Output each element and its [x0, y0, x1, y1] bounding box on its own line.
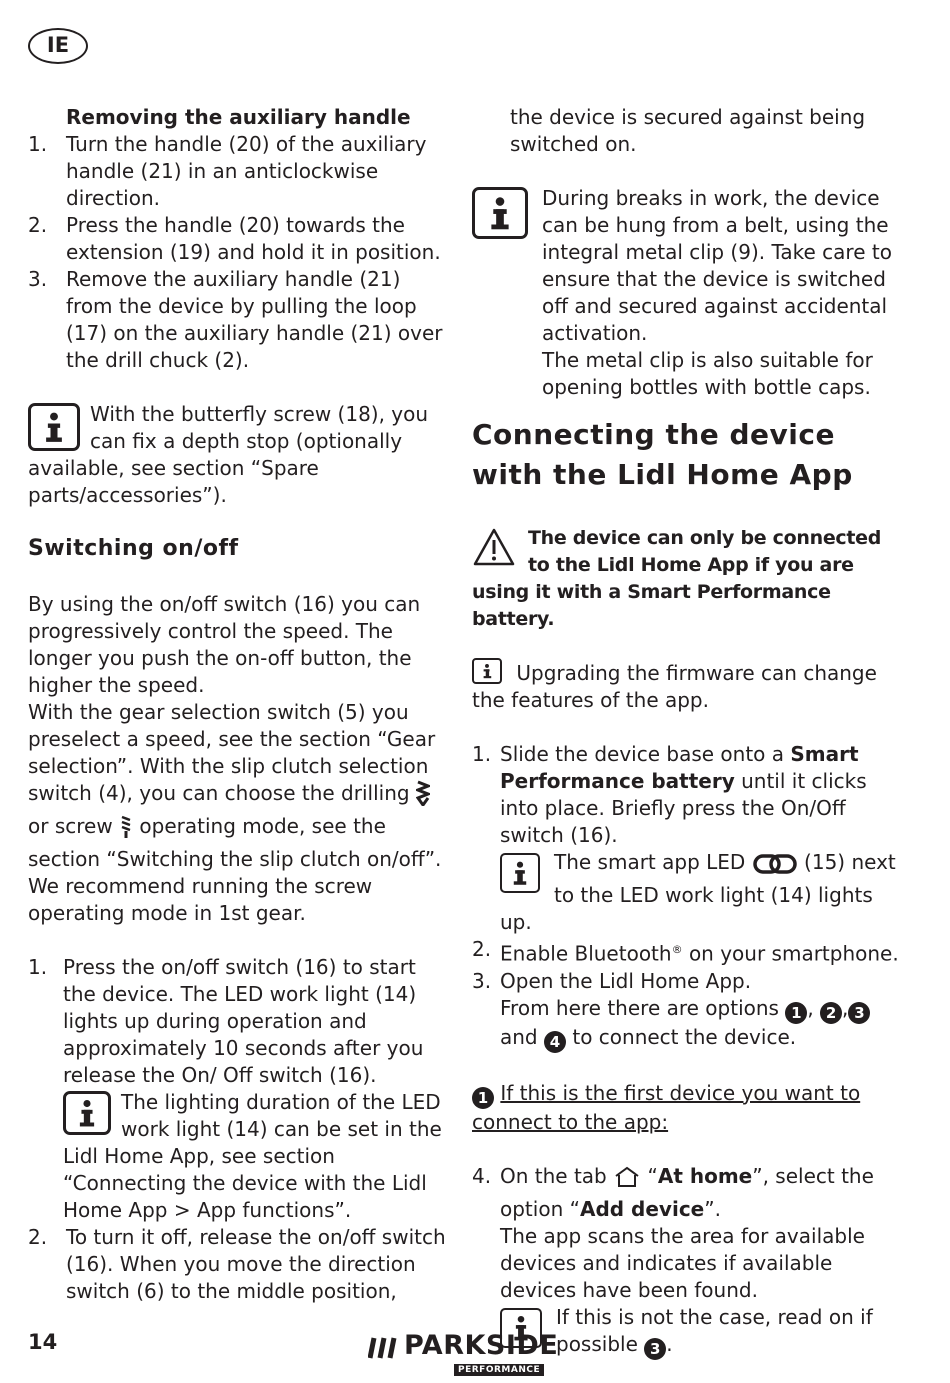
switching-heading: Switching on/off	[28, 536, 239, 561]
list-item: 3. Open the Lidl Home App. From here there are options 1 , 2 , 3 and 4 to connect the device.	[472, 968, 902, 1053]
list-item: 4. On the tab “At home”, select the option “Add device”. The app scans the area for available devices and indicates if available devices have been found. If this is not the case, read on if possible 3 .	[472, 1163, 902, 1360]
continued-text: the device is secured against being switched on.	[510, 105, 866, 156]
remove-steps	[28, 131, 448, 374]
option-2-marker: 2	[820, 1002, 842, 1024]
left-column	[28, 104, 448, 1305]
screw-mode-icon	[119, 813, 133, 846]
switching-paragraph-2: With the gear selection switch (5) you preselect a speed, see the section “Gear selection”. With the slip clutch selection switch (4), you can choose the drilling or screw operating mode, see the section “Switching the slip clutch on/off”. We recommend running the screw operating mode in 1st gear.	[28, 700, 442, 925]
option-4-marker: 4	[544, 1031, 566, 1053]
warning-note: The device can only be connected to the Lidl Home App if you are using it with a Smart Performance battery.	[472, 527, 882, 630]
list-item: 2. To turn it off, release the on/off switch (16). When you move the direction switch (6) to the middle position,	[28, 1225, 446, 1303]
home-tab-icon	[613, 1165, 641, 1196]
info-note-not-found: If this is not the case, read on if possible 3 .	[500, 1304, 902, 1360]
parkside-logo: PARKSIDE PERFORMANCE	[368, 1330, 546, 1378]
list-item: 1. Slide the device base onto a Smart Performance battery until it clicks into place. Briefly press the On/Off switch (16). The smart app LED (15) next to the LED work light (14) lights up.	[472, 741, 902, 936]
option-1-heading: 1 If this is the first device you want to connect to the app:	[472, 1080, 861, 1134]
info-note-smart-led: The smart app LED (15) next to the LED work light (14) lights up.	[500, 850, 896, 934]
info-note-firmware: Upgrading the firmware can change the features of the app.	[472, 658, 902, 714]
info-icon	[63, 1091, 111, 1135]
drill-mode-icon	[416, 780, 430, 813]
link-icon	[752, 853, 798, 882]
info-icon	[28, 403, 80, 451]
info-note-lighting: The lighting duration of the LED work light (14) can be set in the Lidl Home App, see section “Connecting the device with the Lidl Home App > App functions”.	[63, 1090, 442, 1222]
list-item: 3. Remove the auxiliary handle (21) from the device by pulling the loop (17) on the auxiliary handle (21) over the drill chuck (2).	[28, 267, 443, 372]
connect-heading: Connecting the device with the Lidl Home App	[472, 418, 853, 491]
remove-handle-heading: Removing the auxiliary handle	[66, 105, 411, 129]
info-note-butterfly: With the butterfly screw (18), you can fix a depth stop (optionally available, see section “Spare parts/accessories”).	[28, 402, 429, 507]
info-icon	[500, 853, 540, 893]
list-item: 2. Press the handle (20) towards the extension (19) and hold it in position.	[28, 213, 441, 264]
list-item: 1. Turn the handle (20) of the auxiliary handle (21) in an anticlockwise direction.	[28, 132, 427, 210]
list-item: 1. Press the on/off switch (16) to start the device. The LED work light (14) lights up during operation and approximately 10 seconds after you release the On/ Off switch (16). The lighting duration of the LED work light (14) can be set in the Lidl Home App, see section “Connecting the device with the Lidl Home App > App functions”.	[28, 954, 448, 1224]
list-item: 2. Enable Bluetooth® on your smartphone.	[472, 937, 899, 966]
right-column	[472, 104, 902, 1360]
warning-triangle-icon	[472, 527, 516, 567]
on-off-steps	[28, 954, 448, 1305]
connect-steps	[472, 741, 902, 1053]
switching-paragraph-1: By using the on/off switch (16) you can progressively control the speed. The longer you push the on-off button, the higher the speed.	[28, 592, 421, 697]
language-badge: IE	[28, 28, 88, 64]
info-note-breaks: During breaks in work, the device can be hung from a belt, using the integral metal clip (9). Take care to ensure that the device is switched off and secured against accidental activation. The metal clip is also suitable for opening bottles with bottle caps.	[472, 185, 902, 401]
info-icon	[472, 658, 502, 684]
info-icon	[472, 187, 528, 239]
option-3-marker: 3	[848, 1002, 870, 1024]
option-1-marker: 1	[785, 1002, 807, 1024]
page-number: 14	[28, 1330, 58, 1354]
